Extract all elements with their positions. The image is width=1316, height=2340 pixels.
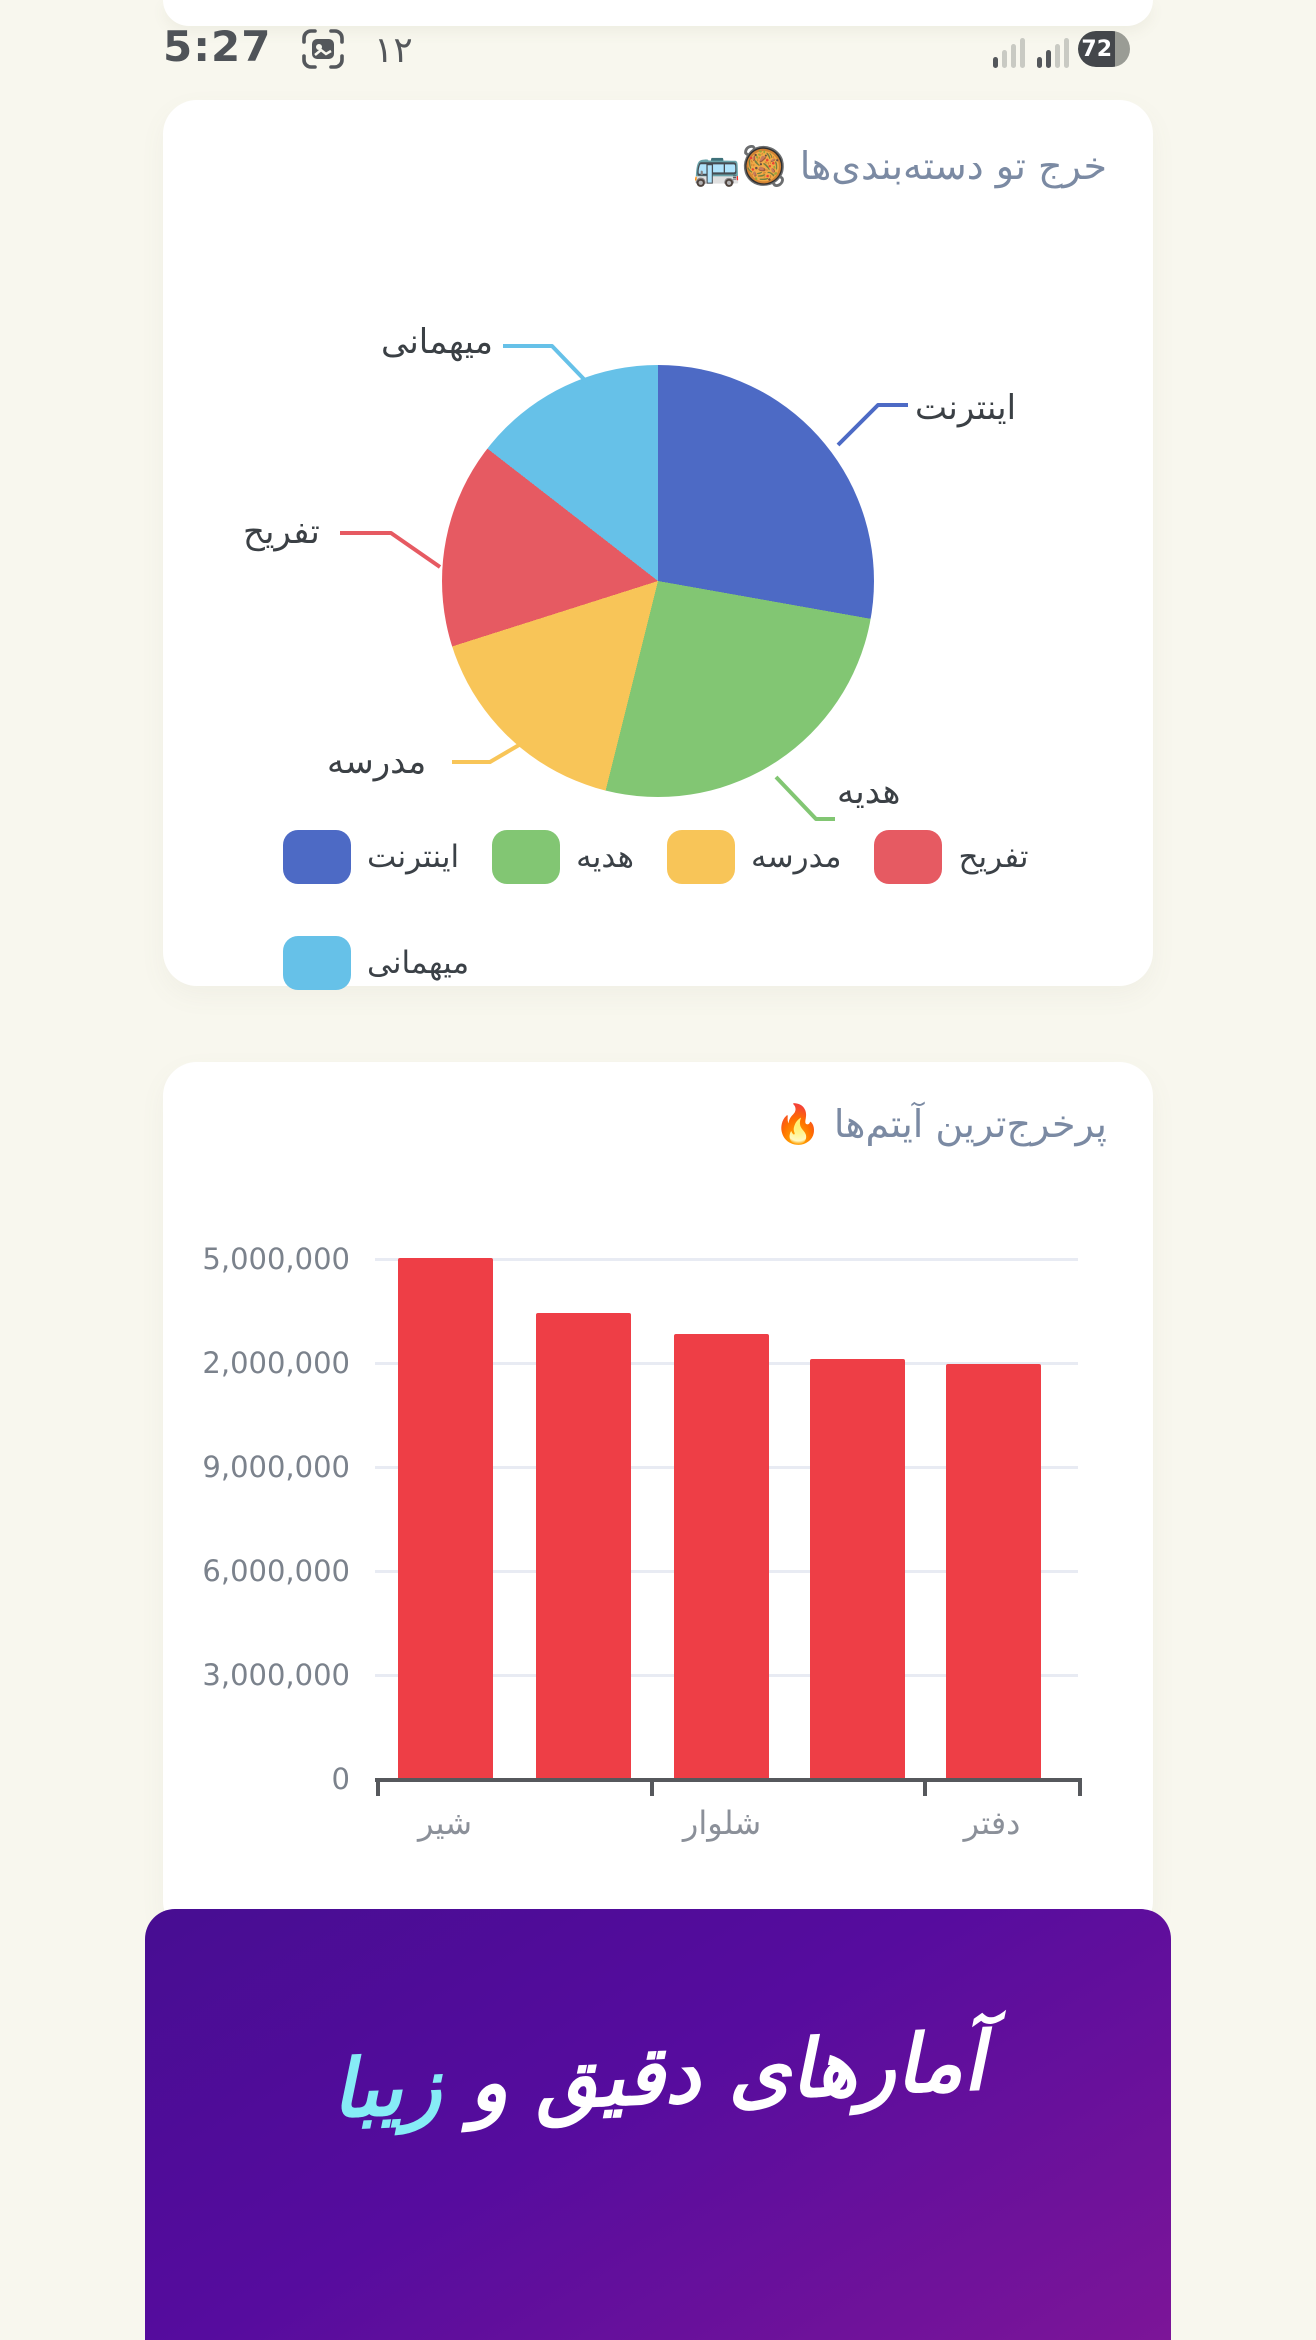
x-axis-tick (1078, 1778, 1082, 1796)
bar-card-title-text: پرخرج‌ترین آیتم‌ها (833, 1102, 1107, 1146)
legend-label-internet: اینترنت (367, 839, 460, 875)
pie-legend-row-2 (283, 936, 469, 990)
legend-label-hadiye: هدیه (576, 839, 634, 875)
bar-chart (163, 1062, 1153, 1935)
legend-swatch-internet (283, 830, 351, 884)
pie-slice-label-internet: اینترنت (915, 388, 1017, 428)
callout-line-tafrih (340, 533, 440, 567)
y-axis-tick-label: 5,000,000 (202, 1242, 350, 1276)
pie-legend-row-1 (283, 830, 1029, 884)
legend-item-tafrih[interactable] (874, 830, 1028, 884)
legend-swatch-mehmani (283, 936, 351, 990)
pie-card-title-text: خرج تو دسته‌بندی‌ها (799, 144, 1107, 188)
battery-indicator (1078, 31, 1130, 67)
category-spending-card (163, 100, 1153, 986)
pie-chart[interactable] (442, 365, 874, 797)
x-axis-label-shir: شیر (417, 1804, 473, 1842)
cellular-signal-icon-sim2 (1037, 36, 1069, 68)
pie-card-title (693, 144, 1107, 189)
pie-slice-label-hadiye: هدیه (837, 772, 901, 812)
y-axis-tick-label: 0 (331, 1762, 350, 1796)
promo-banner (145, 1909, 1171, 2340)
x-axis-tick (650, 1778, 654, 1796)
x-axis-line (375, 1778, 1082, 1782)
banner-calligraphy (143, 2007, 1172, 2145)
status-count: ۱۲ (374, 30, 413, 71)
banner-text-accent: زیبا (329, 2038, 443, 2137)
legend-label-mehmani: میهمانی (367, 945, 470, 981)
y-axis-tick-label: 9,000,000 (202, 1450, 350, 1484)
legend-label-madrese: مدرسه (751, 839, 842, 875)
legend-item-mehmani[interactable] (283, 936, 469, 990)
cellular-signal-icon-sim1 (993, 36, 1025, 68)
x-axis-label-shalvar: شلوار (682, 1804, 762, 1842)
bar-2[interactable] (536, 1313, 631, 1778)
x-axis-label-daftar: دفتر (963, 1804, 1021, 1842)
legend-swatch-hadiye (492, 830, 560, 884)
legend-item-internet[interactable] (283, 830, 459, 884)
clock: 5:27 (163, 22, 272, 71)
y-axis-tick-label: 3,000,000 (202, 1658, 350, 1692)
legend-item-hadiye[interactable] (492, 830, 634, 884)
battery-percent: 72 (1081, 36, 1113, 62)
pie-slice-label-mehmani: میهمانی (381, 322, 493, 362)
screen-capture-icon (300, 26, 346, 72)
y-axis-tick-label: 2,000,000 (202, 1346, 350, 1380)
status-bar (0, 0, 1316, 90)
callout-line-internet (838, 405, 908, 445)
legend-swatch-madrese (667, 830, 735, 884)
y-axis-tick-label: 6,000,000 (202, 1554, 350, 1588)
fire-emoji: 🔥 (774, 1102, 822, 1146)
battery-fill (1078, 31, 1115, 67)
x-axis-tick (376, 1778, 380, 1796)
bar-1[interactable] (398, 1258, 493, 1778)
x-axis-tick (923, 1778, 927, 1796)
legend-item-madrese[interactable] (667, 830, 841, 884)
callout-line-hadiye (776, 777, 835, 819)
bar-5[interactable] (946, 1364, 1041, 1778)
bar-3[interactable] (674, 1334, 769, 1778)
legend-label-tafrih: تفریح (958, 839, 1029, 875)
top-items-card (163, 1062, 1153, 1935)
bar-4[interactable] (810, 1359, 905, 1778)
pie-slice-label-madrese: مدرسه (327, 742, 427, 782)
pie-card-title-emojis: 🥘🚌 (692, 144, 788, 188)
banner-text-main: آمارهای دقیق و (466, 2014, 987, 2131)
pie-slice-label-tafrih: تفریح (243, 512, 320, 552)
legend-swatch-tafrih (874, 830, 942, 884)
